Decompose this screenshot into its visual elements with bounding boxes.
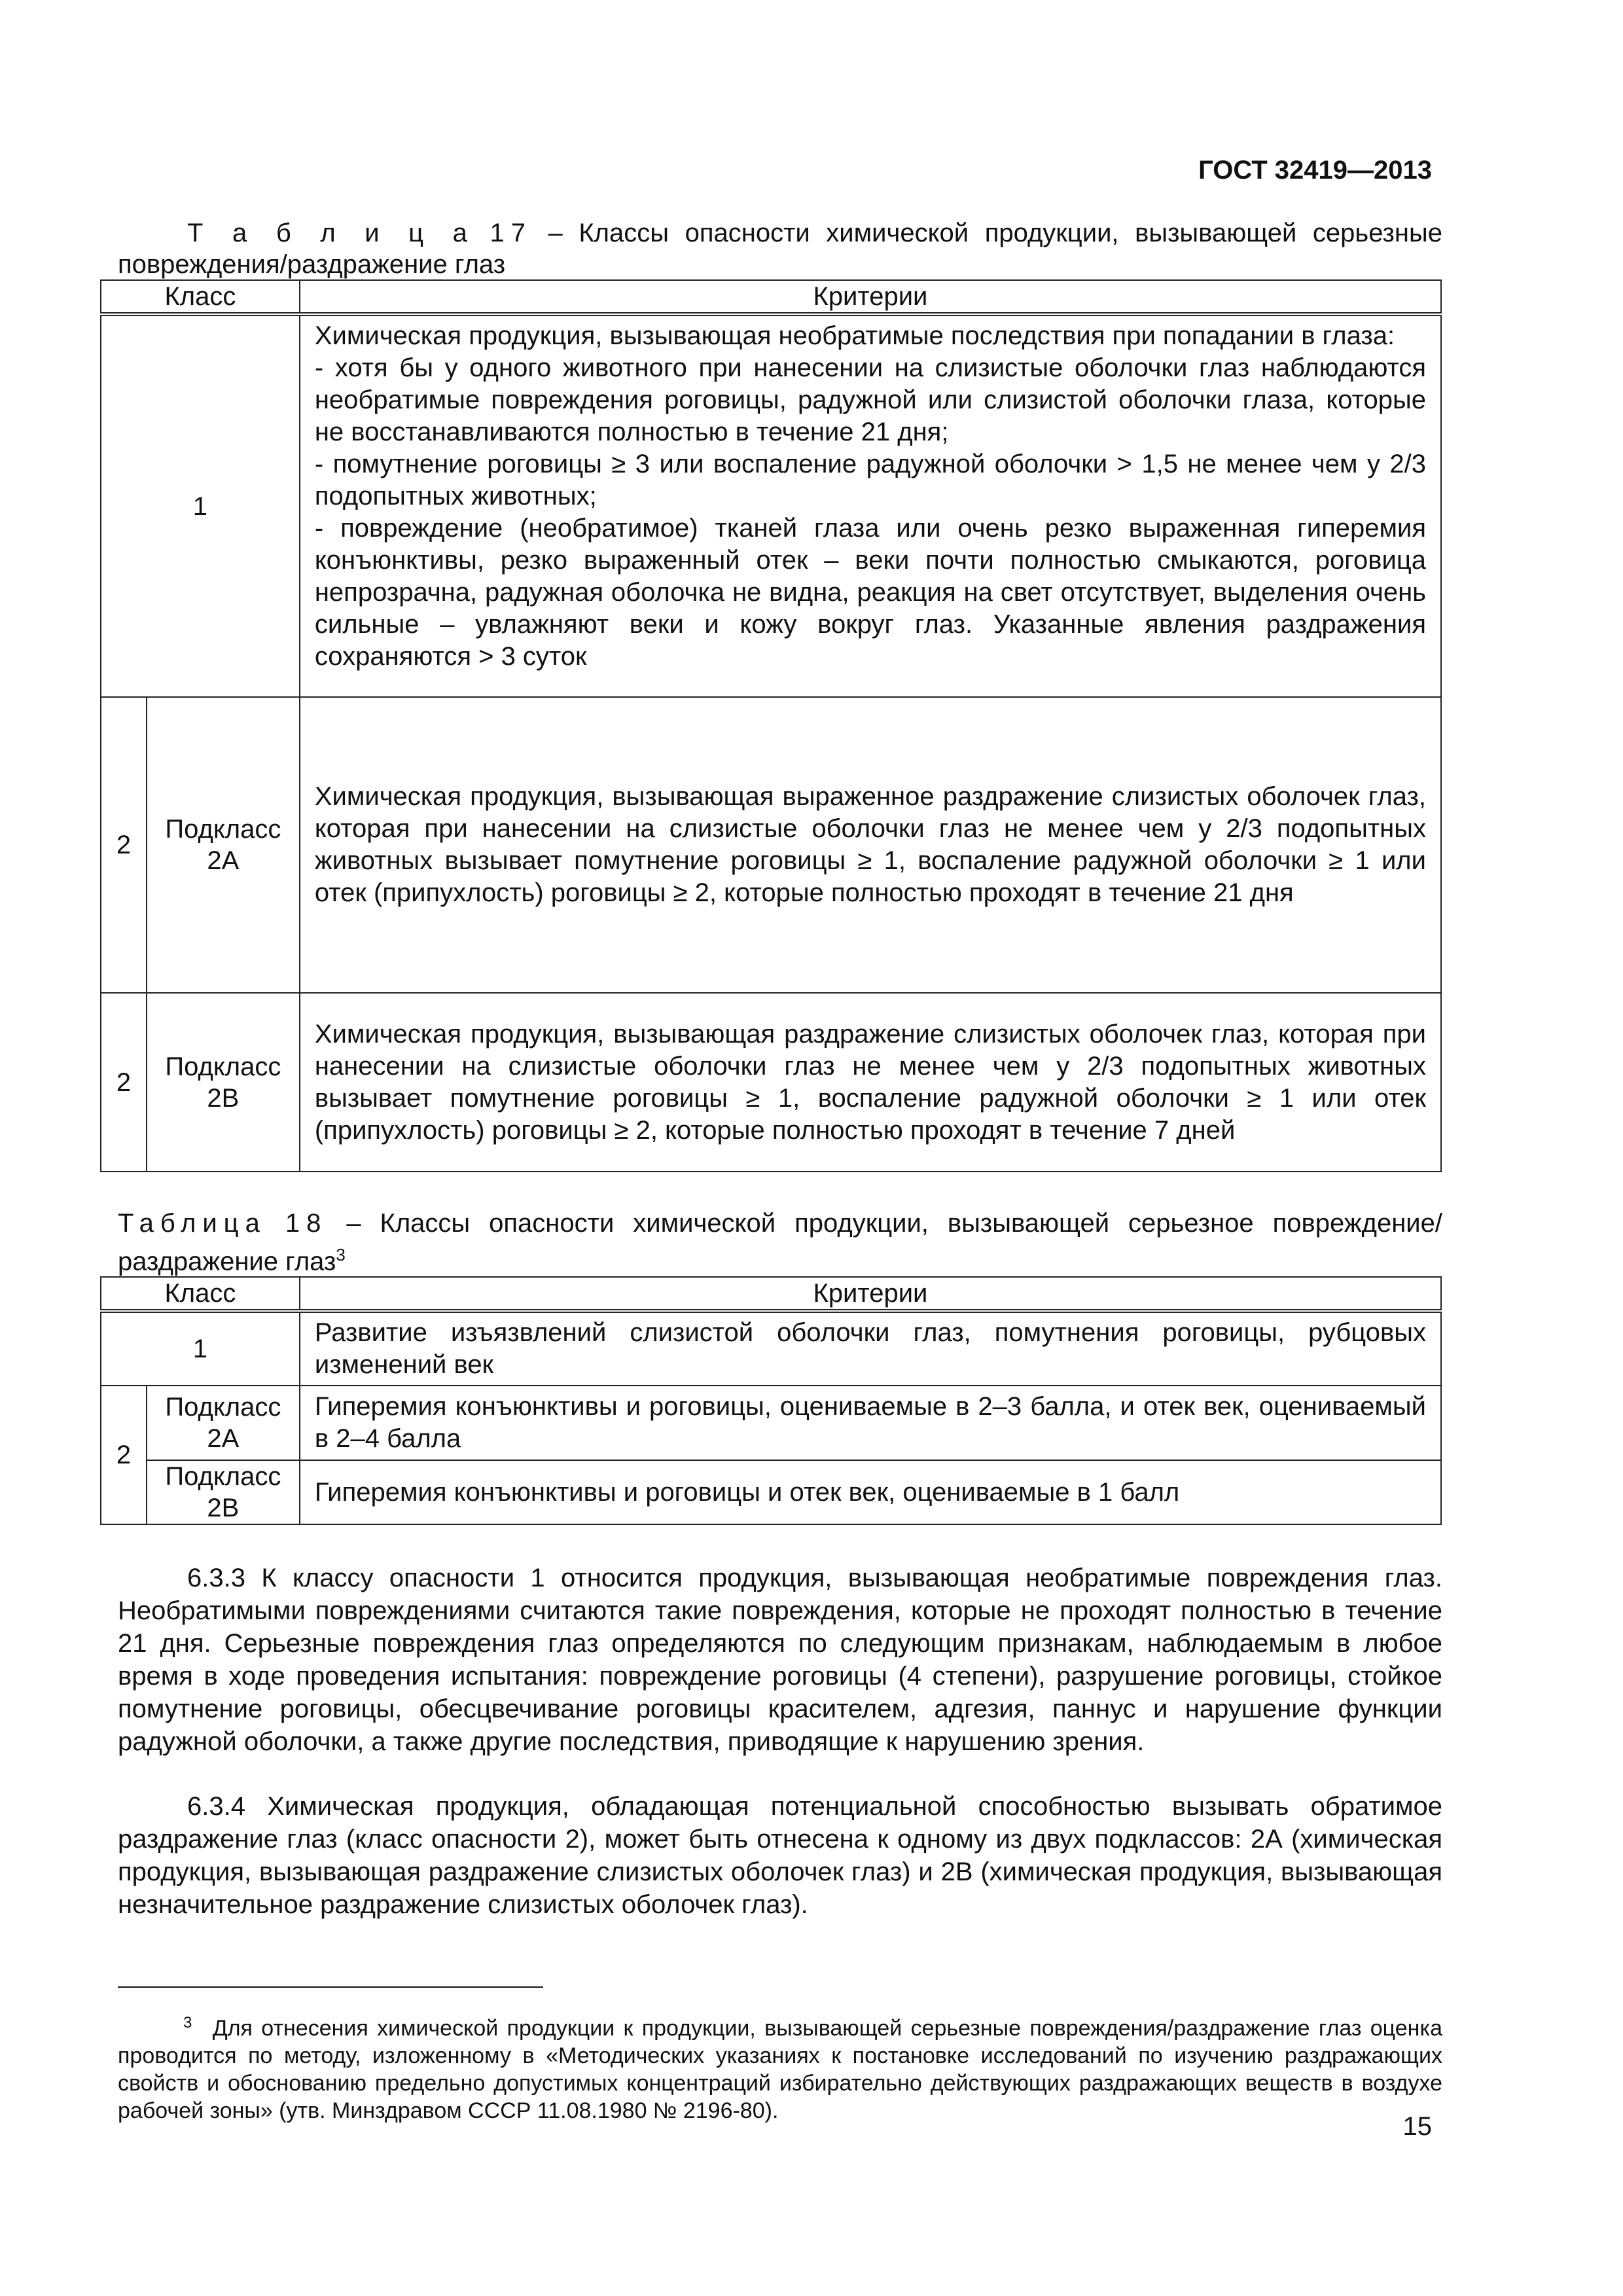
footnote-text: Для отнесения химической продукции к продукции, вызывающей серьезные повреждения/раздражение глаз оценка проводится по методу, изложенному в «Методических указаниях к постановке исследований по изучению раздражающих свойств и обоснованию предельно допустимых концентраций избирательно действующих раздражающих веществ в воздухе рабочей зоны» (утв. Минздравом СССР 11.08.1980 № 2196-80). — [118, 2016, 1442, 2124]
table-row — [101, 1386, 1441, 1460]
class-cell: 2 — [101, 993, 147, 1172]
table17-caption-text: – Классы опасности химической продукции, вызывающей серьезные повреждения/раздражение глаз — [118, 219, 1442, 279]
class-cell: 1 — [101, 314, 300, 697]
table18-caption-text: – Классы опасности химической продукции, вызывающей серьезное повреждение/раздражение глаз — [118, 1209, 1442, 1276]
table17-caption-word: Т а б л и ц а — [187, 219, 474, 247]
table-row — [101, 314, 1441, 697]
subclass-cell: Подкласс 2В — [147, 1460, 300, 1524]
criteria-cell — [300, 314, 1441, 697]
criteria-line: - повреждение (необратимое) тканей глаза или очень резко выраженная гиперемия конъюнктивы, резко выраженный отек – веки почти полностью смыкаются, роговица непрозрачна, радужная оболочка не видна, реакция на свет отсутствует, выделения очень сильные – увлажняют веки и кожу вокруг глаз. Указанные явления раздражения сохраняются > 3 суток — [314, 514, 1426, 671]
footnote-reference[interactable]: 3 — [336, 1245, 346, 1265]
criteria-cell — [300, 993, 1441, 1172]
table-row — [101, 697, 1441, 993]
paragraph-6-3-3: 6.3.3 К классу опасности 1 относится продукция, вызывающая необратимые повреждения глаз. Необратимыми повреждениями считаются такие повреждения, которые не проходят полностью в течение 21 дня. Серьезные повреждения глаз определяются по следующим признакам, наблюдаемым в любое время в ходе проведения испытания: повреждение роговицы (4 степени), разрушение роговицы, стойкое помутнение роговицы, обесцвечивание роговицы красителем, адгезия, паннус и нарушение функции радужной оболочки, а также другие последствия, приводящие к нарушению зрения. — [118, 1564, 1442, 1756]
table18-caption — [118, 1208, 1442, 1277]
subclass-cell: Подкласс 2А — [147, 697, 300, 993]
footnote — [118, 2009, 1442, 2125]
table17-header-row — [101, 280, 1441, 314]
table18-header-row — [101, 1277, 1441, 1311]
table18-caption-word: Таблица — [118, 1209, 266, 1238]
table-row — [101, 1460, 1441, 1524]
paragraph-6-3-4: 6.3.4 Химическая продукция, обладающая потенциальной способностью вызывать обратимое раздражение глаз (класс опасности 2), может быть отнесена к одному из двух подклассов: 2А (химическая продукция, вызывающая раздражение слизистых оболочек глаз) и 2В (химическая продукция, вызывающая незначительное раздражение слизистых оболочек глаз). — [118, 1792, 1442, 1919]
criteria-line: Химическая продукция, вызывающая раздражение слизистых оболочек глаз, которая при нанесении на слизистые оболочки глаз не менее чем у 2/3 подопытных животных вызывает помутнение роговицы ≥ 1, воспаление радужной оболочки ≥ 1 или отек (припухлость) роговицы ≥ 2, которые полностью проходят в течение 7 дней — [314, 1019, 1426, 1145]
table18-caption-number: 18 — [285, 1209, 328, 1238]
table18-header-class: Класс — [101, 1277, 300, 1311]
criteria-cell: Гиперемия конъюнктивы и роговицы и отек век, оцениваемые в 1 балл — [300, 1460, 1441, 1524]
footnote-mark: 3 — [183, 2014, 192, 2032]
table-row — [101, 993, 1441, 1172]
table17-header-criteria: Критерии — [300, 280, 1441, 314]
footnote-divider — [118, 1986, 543, 1988]
table18-header-criteria: Критерии — [300, 1277, 1441, 1311]
table18 — [100, 1276, 1442, 1525]
table17-header-class: Класс — [101, 280, 300, 314]
criteria-cell: Развитие изъязвлений слизистой оболочки глаз, помутнения роговицы, рубцовых изменений век — [300, 1311, 1441, 1386]
criteria-line: - хотя бы у одного животного при нанесении на слизистые оболочки глаз наблюдаются необратимые повреждения роговицы, радужной или слизистой оболочки глаза, которые не восстанавливаются полностью в течение 21 дня; — [314, 353, 1426, 446]
document-id: ГОСТ 32419—2013 — [1198, 156, 1432, 185]
criteria-line: Химическая продукция, вызывающая выраженное раздражение слизистых оболочек глаз, которая при нанесении на слизистые оболочки глаз не менее чем у 2/3 подопытных животных вызывает помутнение роговицы ≥ 1, воспаление радужной оболочки ≥ 1 или отек (припухлость) роговицы ≥ 2, которые полностью проходят в течение 21 дня — [314, 782, 1426, 907]
criteria-cell: Гиперемия конъюнктивы и роговицы, оцениваемые в 2–3 балла, и отек век, оцениваемый в 2–4 балла — [300, 1386, 1441, 1460]
table17-caption-number: 17 — [490, 219, 532, 247]
subclass-cell: Подкласс 2А — [147, 1386, 300, 1460]
table-row — [101, 1311, 1441, 1386]
table17-caption — [118, 217, 1442, 280]
table17 — [100, 279, 1442, 1172]
page-number: 15 — [1402, 2112, 1432, 2141]
class-cell: 2 — [101, 1386, 147, 1524]
criteria-line: Химическая продукция, вызывающая необратимые последствия при попадании в глаза: — [314, 321, 1395, 350]
subclass-cell: Подкласс 2В — [147, 993, 300, 1172]
class-cell: 1 — [101, 1311, 300, 1386]
criteria-line: - помутнение роговицы ≥ 3 или воспаление радужной оболочки > 1,5 не менее чем у 2/3 подопытных животных; — [314, 450, 1426, 511]
class-cell: 2 — [101, 697, 147, 993]
criteria-cell — [300, 697, 1441, 993]
